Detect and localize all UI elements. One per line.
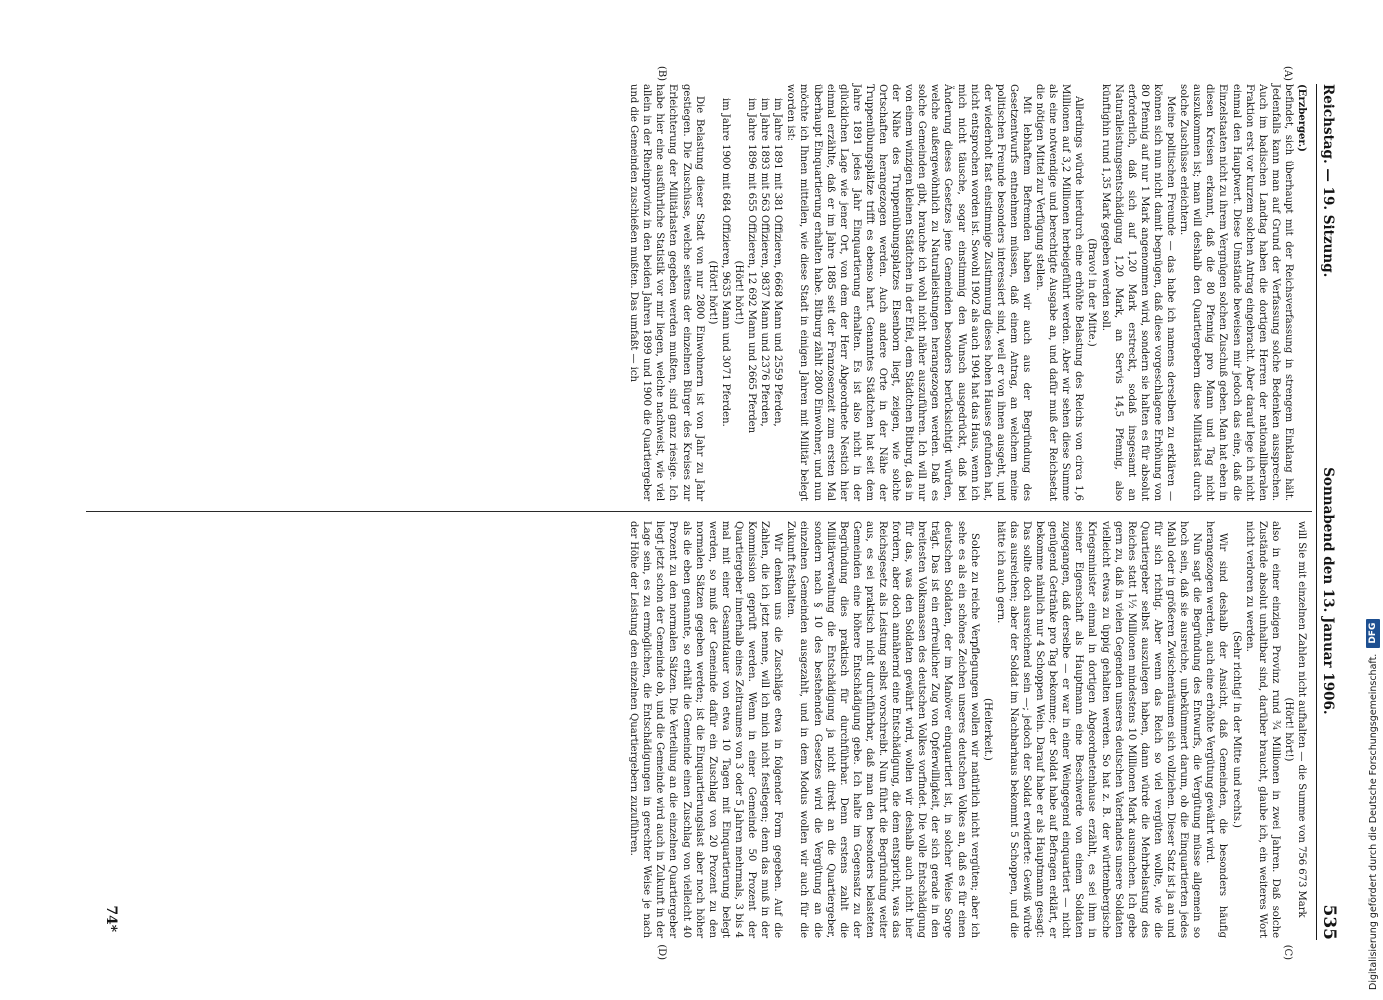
paragraph: Die Belastung dieser Stadt von nur 2800 Einwohnern ist von Jahr zu Jahr gestiegen. Die Zuschüsse, welche seitens der einzelnen Bürger des Kreises zur Erleichterung der Militärlasten gegeben werden mußten, sind ganz riesige. Ich habe hier eine ausführliche Statistik vor mir liegen, welche nachweist, wie viel allein in der Rheinprovinz in den beiden Jahren 1899 und 1900 die Quartiergeber und die Gemeinden zuschießen mußten. Das umfaßt — ich [628,84,705,501]
paragraph: Mit lebhaftem Befremden haben wir auch aus der Begründung des Gesetzentwurfs entnehmen müssen, daß einem Antrag, an welchem meine politischen Freunde besonders interessiert sind, weil er von ihnen ausgeht, und der wiederholt fast einstimmige Zustimmung dieses hohen Hauses gefunden hat, nicht entsprochen worden ist. Sowohl 1902 als auch 1904 hat das Haus, wenn ich mich nicht täusche, sogar einstimmig den Wunsch ausgedrückt, daß bei Änderung dieses Gesetzes jene Gemeinden besonders berücksichtigt würden, welche außergewöhnlich zu Naturalleistungen herangezogen werden. Daß es solche Gemeinden gibt, brauche ich wohl nicht näher auszuführen. Ich will nur von einem winzigen kleinen Städtchen in der Eifel, dem Städtchen Bitburg, das in der Nähe des Truppenübungsplatzes Elsenborn liegt, zeigen, wie solche Ortschaften herangezogen werden. Auch andere Orte in der Nähe der Truppenübungsplätze trifft es ebenso hart. Genanntes Städtchen hat seit dem Jahre 1891 jedes Jahr Einquartierung erhalten. Es ist also nicht in der glücklichen Lage wie jener Ort, von dem der Herr Abgeordnete Nestich hier einmal erzählte, daß er im Jahre 1885 seit der Franzosenzeit zum ersten Mal überhaupt Einquartierung erhalten habe. Bitburg zählt 2800 Einwohner, und nun möchte ich Ihnen mitteilen, wie diese Stadt in einigen Jahren mit Militär belegt worden ist: [785,84,1033,501]
signature-mark: 74* [103,905,120,932]
margin-label-c: (C) [1282,944,1293,960]
left-column [86,66,1308,501]
statistics-entry: im Jahre 1891 mit 381 Offizieren, 6668 Mann und 2559 Pferden, [772,98,784,427]
interjection: (Bravo! in der Mitte.) [1086,238,1098,347]
paragraph: Wir sind deshalb der Ansicht, daß Gemeinden, die besonders häufig herangezogen werden, auch eine erhöhte Vergütung gewährt wird. [1204,521,1229,938]
right-column [86,521,1308,960]
margin-label-a: (A) [1282,66,1293,81]
speaker-name: (Erzberger.) [1296,84,1307,152]
header-left: Reichstag. — 19. Sitzung. [1320,84,1336,278]
statistics-entry: im Jahre 1893 mit 563 Offizieren, 9837 Mann und 2376 Pferden, [759,98,771,427]
margin-label-b: (B) [656,66,667,82]
statistics-entry: im Jahre 1896 mit 655 Offizieren, 12 692 Mann und 2665 Pferden [746,98,758,434]
paragraph: will Sie mit einzelnen Zahlen nicht aufhalten — die Summe von 756 673 Mark [1296,521,1307,918]
digitization-credit [1366,619,1380,990]
interjection: (Hört! hört!) [1282,697,1294,762]
newspaper-page [65,66,1345,960]
paragraph: Wir denken uns die Zuschläge etwa in folgender Form gegeben. Auf die Zahlen, die ich jetzt nenne, will ich mich nicht festlegen; denn das muß in der Kommission geprüft werden. Wenn in einer Gemeinde 50 Prozent der Quartiergeber innerhalb eines Zeitraumes von 3 oder 5 Jahren mehrmals, 3 bis 4 mal mit einer Gesamtdauer von etwa 10 Tagen mit Einquartierung belegt werden, so muß der Gemeinde dafür ein Zuschlag von 20 Prozent zu den normalen Sätzen gegeben werden; ist die Einquartierungslast aber noch höher als die eben genannte, so erhält die Gemeinde einen Zuschlag von vielleicht 40 Prozent zu den normalen Sätzen. Die Verteilung an die einzelnen Quartiergeber liegt jetzt schon der Gemeinde ob, und die Gemeinde wird auch in Zukunft in der Lage sein, es zu ermöglichen, die Entschädigungen in gerechter Weise je nach der Höhe der Leistung den einzelnen Quartiergebern zuzuführen. [628,521,784,938]
paragraph: also in einer einzigen Provinz rund ¾ Millionen in zwei Jahren. Daß solche Zustände absolut unhaltbar sind, darüber braucht, glaube ich, ein weiteres Wort nicht verloren zu werden. [1243,521,1281,938]
page-number: 535 [1319,904,1339,940]
statistics-entry: im Jahre 1900 mit 684 Offizieren, 9635 Mann und 3071 Pferden. [719,98,731,427]
interjection: (Sehr richtig! in der Mitte und rechts.) [1230,631,1242,828]
interjection: (Hört! hört!) [732,260,744,325]
paragraph: befindet, sich überhaupt mit der Reichsverfassung in strengem Einklang hält. Jedenfalls kann man auf Grund der Verfassung solche Bedenken aussprechen. Auch im badischen Landtag haben die dortigen Herren der nationalliberalen Fraktion erst vor kurzem solchen Antrag eingebracht. Aber darauf lege ich nicht einmal den Hauptwert. Diese Umstände beweisen mir jedoch das eine, daß die Einzelstaaten nicht zu ihrem Vergnügen solchen Zuschuß geben. Man hat eben in diesen Kreisen erkannt, daß die 80 Pfennig pro Mann und Tag nicht auszukommen ist; man will deshalb den Quartiergebern diese Militärlast durch solche Zuschüsse erleichtern. [1178,84,1294,501]
interjection: (Hört! hört!) [706,260,718,325]
header-date: Sonnabend den 13. Januar 1906. [1320,467,1336,715]
paragraph: Solche zu reiche Verpflegungen wollen wir natürlich nicht vergüten; aber ich sehe es als ein schönes Zeichen unseres deutschen Volkes an, daß es für einen deutschen Soldaten, der im Manöver einquartiert ist, in solcher Weise Sorge trägt. Das ist ein erfreulicher Zug von Opferwilligkeit, der sich gerade in den breitesten Volksmassen des deutschen Volkes vorfindet. Die volle Entschädigung für das, was den Soldaten gewährt wird, wollen wir deshalb auch nicht hier fordern, aber doch annähernd eine Entschädigung, die dem entspricht, was das Reichsgesetz als Leistung selbst vorschreibt. Nun führt die Begründung weiter aus, es sei praktisch nicht durchführbar, daß man den besonders belasteten Gemeinden eine höhere Entschädigung gebe. Ich halte im Gegensatz zu der Begründung dies praktisch für durchführbar. Denn erstens zahlt die Militärverwaltung die Entschädigung ja nicht direkt an die Quartiergeber, sondern nach § 10 des bestehenden Gesetzes wird die Vergütung an die einzelnen Gemeinden ausgezahlt, und in dem Modus wollen wir auch für die Zukunft festhalten. [785,521,980,938]
margin-label-d: (D) [656,944,667,960]
credit-text: Digitalisierung gefördert durch die Deutsche Forschungsgemeinschaft. [1367,653,1379,990]
interjection: (Heiterkeit.) [981,698,993,761]
text-columns [86,66,1316,960]
running-head [1316,84,1339,940]
dfg-logo: DFG [1366,619,1380,648]
column-rule [86,511,1312,512]
paragraph: Nun sagt die Begründung des Entwurfs, die Vergütung müsse allgemein so hoch sein, daß sie ausreiche, unbekümmert darum, ob die Einquartierten jedes Mahl oder in größeren Zwischenräumen sich vollziehen. Dieser Satz ist ja an und für sich richtig. Aber wenn das Reich so viel vergüten wollte, wie die Quartiergeber selbst auszulegen haben, dann würde die Mehrbelastung des Reiches statt 1½ Millionen mindestens 10 Millionen Mark ausmachen. Ich gebe gern zu, daß in vielen Gegenden unseres deutschen Vaterlandes unsere Soldaten vielleicht etwas zu üppig gehalten werden. So hat z. B. der württembergische Kriegsminister einmal in dortigen Abgeordnetenhause erzählt, es sei ihm in seiner Eigenschaft als Hauptmann eine Beschwerde von einem Soldaten zugegangen, daß derselbe — er war in einer Weingegend einquartiert — nicht genügend Getränke pro Tag bekomme; der Soldat habe auf Befragen erklärt, er bekomme nämlich nur 4 Schoppen Wein. Darauf habe er als Hauptmann gesagt: Das sollte doch ausreichend sein —; jedoch der Soldat erwiderte: Gewiß würde das ausreichen; aber der Soldat im Nachbarhaus bekommt 5 Schoppen, und die hätte ich auch gern. [994,521,1203,938]
paragraph: Meine politischen Freunde — das habe ich namens derselben zu erklären — können sich nun nicht damit begnügen, daß diese vorgeschlagene Erhöhung von 80 Pfennig auf nur 1 Mark angenommen wird, sondern sie halten es für absolut erforderlich, daß sich auf 1,20 Mark erstreckt, sodaß insgesamt an Naturalleistungsentschädigung 1,20 Mark, an Servis 14,5 Pfennig, also künftighin rund 1,35 Mark gegeben werden soll. [1099,84,1177,501]
paragraph: Allerdings würde hierdurch eine erhöhte Belastung des Reichs von circa 1,6 Millionen auf 3,2 Millionen herbeigeführt werden. Aber wir sehen diese Summe als eine notwendige und berechtigte Ausgabe an, und dafür muß der Reichsetat die nötigen Mittel zur Verfügung stellen. [1034,84,1085,501]
